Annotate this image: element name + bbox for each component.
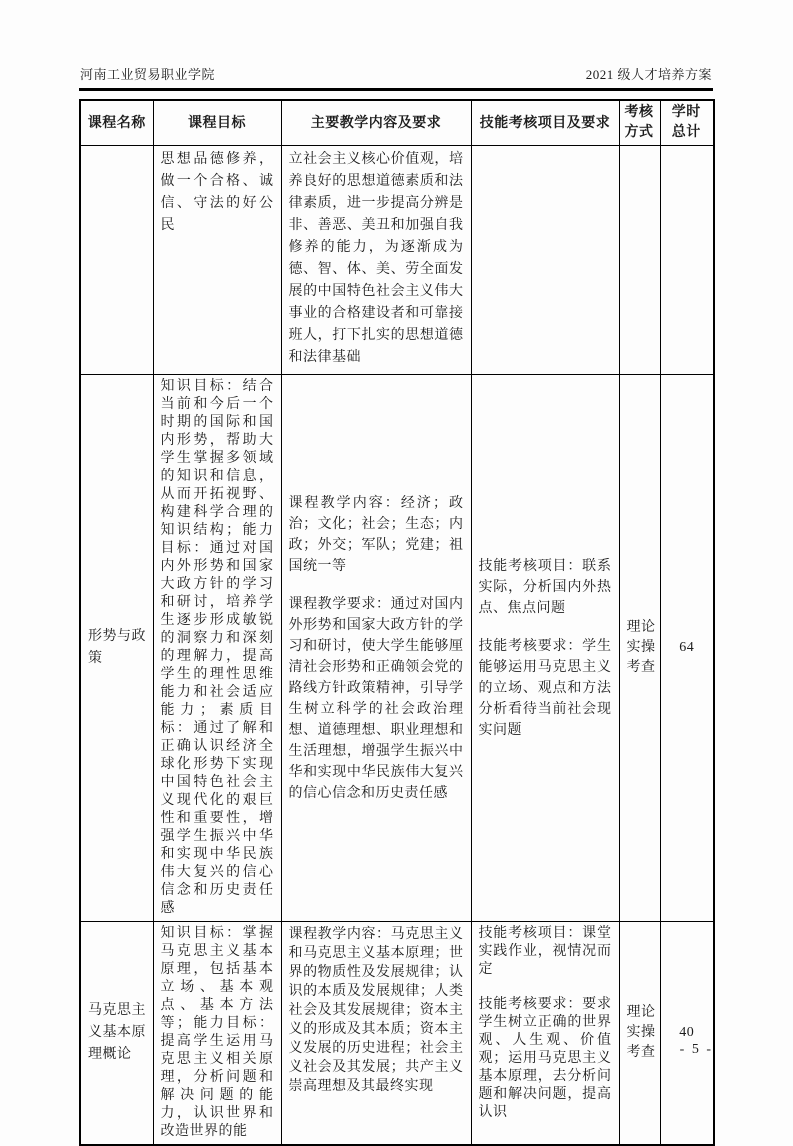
objective-cell: 知识目标：掌握马克思主义基本原理，包括基本立场、基本观点、基本方法等；能力目标：提高学生运用马克思主义相关原理，分析问题和解决问题的能力，认识世界和改造世界的能 — [153, 922, 281, 1146]
objective-cell: 知识目标：结合当前和今后一个时期的国际和国内形势，帮助大学生掌握多领域的知识和信息，从而开拓视野、构建科学合理的知识结构；能力目标：通过对国内外形势和国家大政方针的学习和研讨，培养学生逐步形成敏锐的洞察力和深刻的理解力，提高学生的理性思维能力和社会适应能力；素质目标：通过了解和正确认识经济全球化形势下实现中国特色社会主义现代化的艰巨性和重要性，增强学生振兴中华和实现中华民族伟大复兴的信心信念和历史责任感 — [153, 375, 281, 922]
header-school-name: 河南工业贸易职业学院 — [80, 67, 216, 82]
content-cell: 课程教学内容：经济；政治；文化；社会；生态；内政；外交；军队；党建；祖国统一等 课程教学要求：通过对国内外形势和国家大政方针的学习和研讨，使大学生能够厘清社会形势和正确领会党的路线方针政策精神，引导学生树立科学的社会政治理想、道德理想、职业理想和生活理想，增强学生振兴中华和实现中华民族伟大复兴的信心信念和历史责任感 — [281, 375, 471, 922]
col-header-course-name: 课程名称 — [80, 100, 153, 146]
hours-cell — [660, 146, 714, 375]
curriculum-table — [79, 99, 715, 1146]
col-header-course-objective: 课程目标 — [153, 100, 281, 146]
col-header-assessment-method: 考核方式 — [619, 100, 660, 146]
skills-cell — [471, 146, 619, 375]
method-cell: 理论实操考查 — [619, 375, 660, 922]
method-cell: 理论实操考查 — [619, 922, 660, 1146]
table-row-continued-course — [80, 146, 714, 375]
course-name-cell: 形势与政策 — [80, 375, 153, 922]
header-rule — [79, 88, 713, 91]
objective-cell: 思想品德修养，做一个合格、诚信、守法的好公民 — [153, 146, 281, 375]
skills-cell: 技能考核项目：课堂实践作业，视情况而定 技能考核要求：要求学生树立正确的世界观、人生观、价值观；运用马克思主义基本原理，去分析问题和解决问题，提高认识 — [471, 922, 619, 1146]
method-cell — [619, 146, 660, 375]
content-cell: 立社会主义核心价值观，培养良好的思想道德素质和法律素质，进一步提高分辨是非、善恶、美丑和加强自我修养的能力，为逐渐成为德、智、体、美、劳全面发展的中国特色社会主义伟大事业的合格建设者和可靠接班人，打下扎实的思想道德和法律基础 — [281, 146, 471, 375]
course-name-cell: 马克思主义基本原理概论 — [80, 922, 153, 1146]
hours-cell: 64 — [660, 375, 714, 922]
course-name-cell — [80, 146, 153, 375]
table-row-situation-policy — [80, 375, 714, 922]
skills-cell: 技能考核项目：联系实际，分析国内外热点、焦点问题 技能考核要求：学生能够运用马克思主义的立场、观点和方法分析看待当前社会现实问题 — [471, 375, 619, 922]
document-page — [79, 0, 713, 1146]
col-header-total-hours: 学时总计 — [660, 100, 714, 146]
col-header-teaching-content: 主要教学内容及要求 — [281, 100, 471, 146]
table-header-row — [80, 100, 714, 146]
table-row-marxism-principles — [80, 922, 714, 1146]
document-header — [79, 64, 713, 83]
hours-cell: 40 — [660, 922, 714, 1146]
header-doc-title: 2021 级人才培养方案 — [585, 67, 712, 82]
col-header-skill-assessment: 技能考核项目及要求 — [471, 100, 619, 146]
content-cell: 课程教学内容：马克思主义和马克思主义基本原理；世界的物质性及发展规律；认识的本质及发展规律；人类社会及其发展规律；资本主义的形成及其本质；资本主义发展的历史进程；社会主义社会及其发展；共产主义崇高理想及其最终实现 — [281, 922, 471, 1146]
page-number: - 5 - — [679, 1042, 713, 1057]
